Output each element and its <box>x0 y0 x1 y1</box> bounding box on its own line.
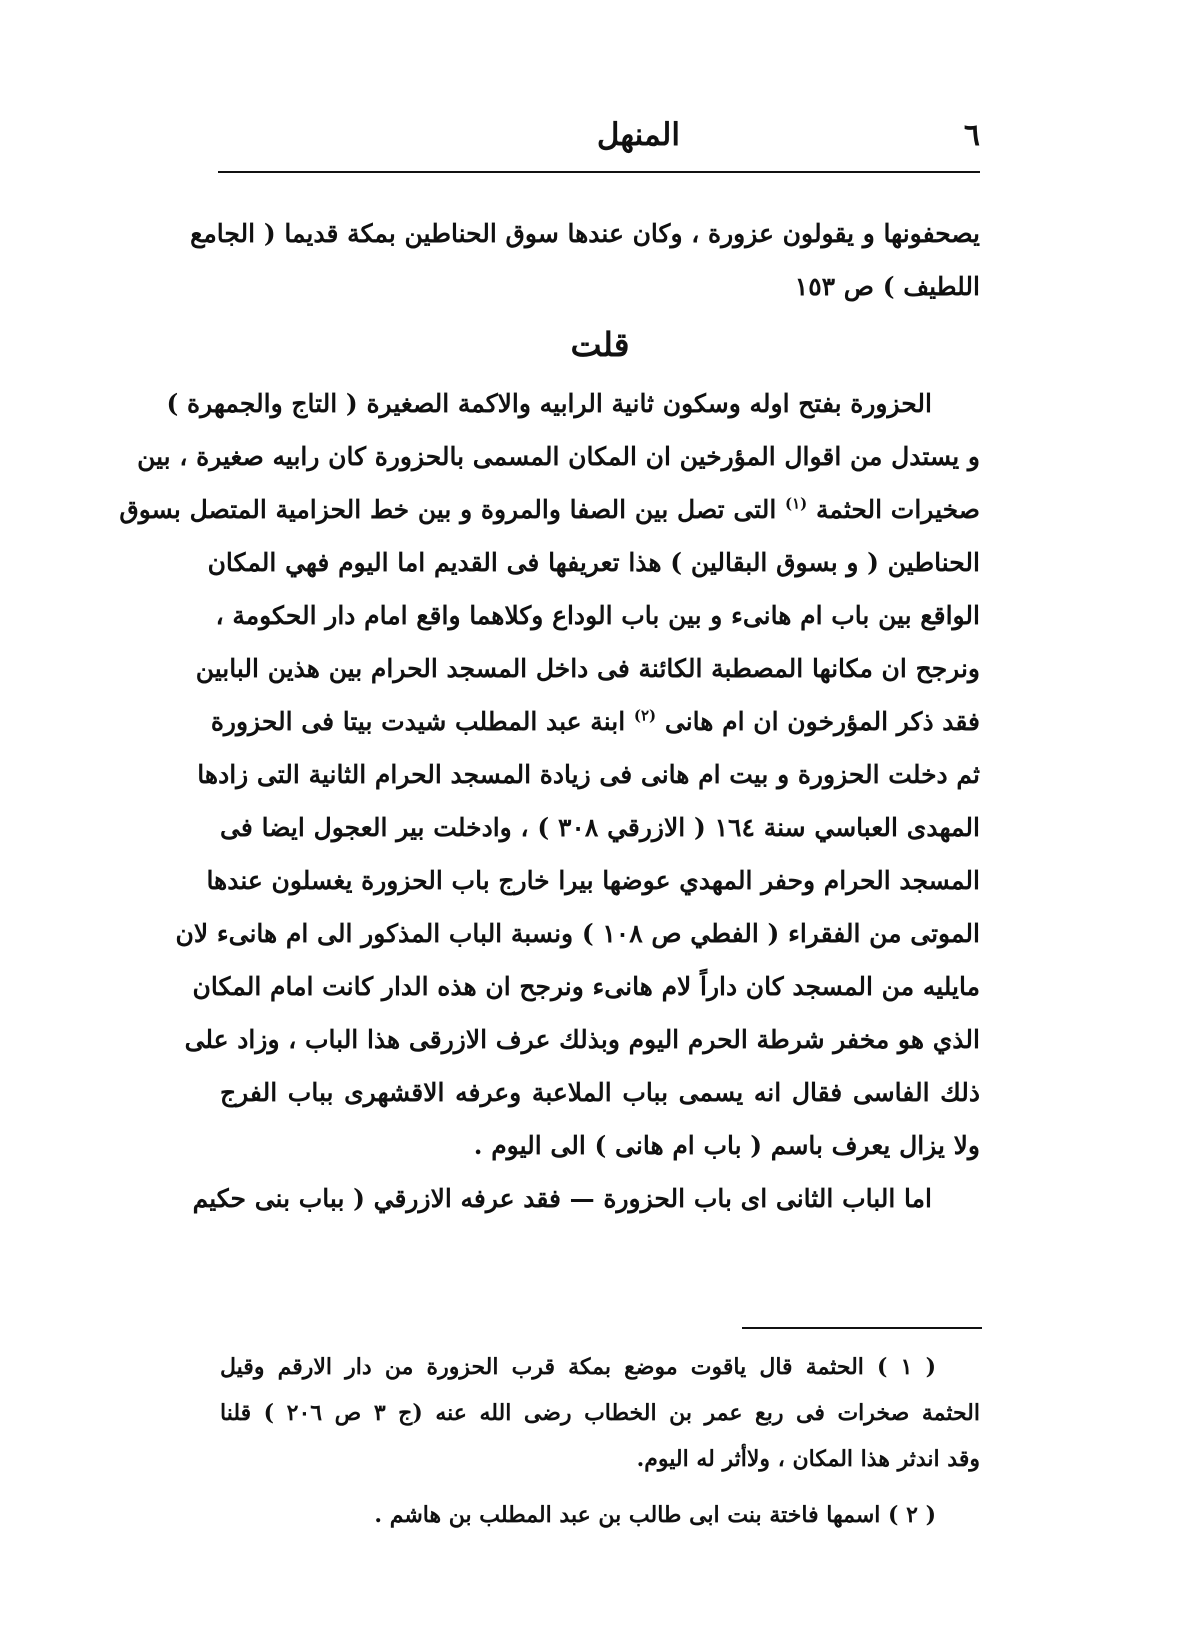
footnote-1-line: الحثمة صخرات فى ربع عمر بن الخطاب رضى الله عنه (ج ٣ ص ٢٠٦ ) قلنا <box>220 1400 981 1426</box>
text-line <box>119 483 980 536</box>
body-text <box>119 207 980 1225</box>
text-line: ثم دخلت الحزورة و بيت ام هانى فى زيادة المسجد الحرام الثانية التى زادها <box>197 760 980 789</box>
text-line: الواقع بين باب ام هانىء و بين باب الوداع وكلاهما واقع امام دار الحكومة ، <box>215 601 980 630</box>
footnotes <box>220 1344 980 1538</box>
text-line: الموتى من الفقراء ( الفطي ص ١٠٨ ) ونسبة الباب المذكور الى ام هانىء لان <box>175 919 980 948</box>
footnote-ref-2: (٢) <box>633 706 657 725</box>
text-line: و يستدل من اقوال المؤرخين ان المكان المسمى بالحزورة كان رابيه صغيرة ، بين <box>137 442 980 471</box>
text-line: الذي هو مخفر شرطة الحرم اليوم وبذلك عرف الازرقى هذا الباب ، وزاد على <box>184 1025 980 1054</box>
text-line: الحناطين ( و بسوق البقالين ) هذا تعريفها فى القديم اما اليوم فهي المكان <box>207 548 980 577</box>
text-line: ولا يزال يعرف باسم ( باب ام هانى ) الى اليوم . <box>473 1131 980 1160</box>
text-line <box>210 695 980 748</box>
journal-title: المنهل <box>596 117 680 153</box>
text-line: الحزورة بفتح اوله وسكون ثانية الرابيه والاكمة الصغيرة ( التاج والجمهرة ) <box>166 389 932 418</box>
text-line: مايليه من المسجد كان داراً لام هانىء ونرجح ان هذه الدار كانت امام المكان <box>192 972 980 1001</box>
section-heading: قلت <box>570 325 630 364</box>
footnote-rule <box>742 1327 982 1329</box>
footnote-1-line: وقد اندثر هذا المكان ، ولاأثر له اليوم. <box>636 1446 980 1472</box>
text-fragment: فقد ذكر المؤرخون ان ام هانى <box>664 707 980 736</box>
page-number: ٦ <box>963 118 980 153</box>
text-line: ذلك الفاسى فقال انه يسمى بباب الملاعبة وعرفه الاقشهرى بباب الفرج <box>220 1078 980 1107</box>
text-fragment: التى تصل بين الصفا والمروة و بين خط الحزامية المتصل بسوق <box>119 495 777 524</box>
text-line: المسجد الحرام وحفر المهدي عوضها بيرا خارج باب الحزورة يغسلون عندها <box>206 866 980 895</box>
text-line: اللطيف ) ص ١٥٣ <box>794 272 980 301</box>
footnote-2: ( ٢ ) اسمها فاختة بنت ابى طالب بن عبد المطلب بن هاشم . <box>374 1502 936 1528</box>
text-fragment: ابنة عبد المطلب شيدت بيتا فى الحزورة <box>210 707 626 736</box>
header-rule <box>218 171 980 173</box>
text-line: اما الباب الثانى اى باب الحزورة — فقد عرفه الازرقي ( بباب بنى حكيم <box>192 1184 932 1213</box>
text-line: ونرجح ان مكانها المصطبة الكائنة فى داخل المسجد الحرام بين هذين البابين <box>195 654 980 683</box>
text-line: يصحفونها و يقولون عزورة ، وكان عندها سوق الحناطين بمكة قديما ( الجامع <box>190 219 980 248</box>
text-line: المهدى العباسي سنة ١٦٤ ( الازرقي ٣٠٨ ) ، وادخلت بير العجول ايضا فى <box>220 813 980 842</box>
footnote-1-line: ( ١ ) الحثمة قال ياقوت موضع بمكة قرب الحزورة من دار الارقم وقيل <box>220 1354 936 1380</box>
footnote-ref-1: (١) <box>785 494 808 513</box>
running-header <box>218 112 980 170</box>
text-fragment: صخيرات الحثمة <box>816 495 980 524</box>
